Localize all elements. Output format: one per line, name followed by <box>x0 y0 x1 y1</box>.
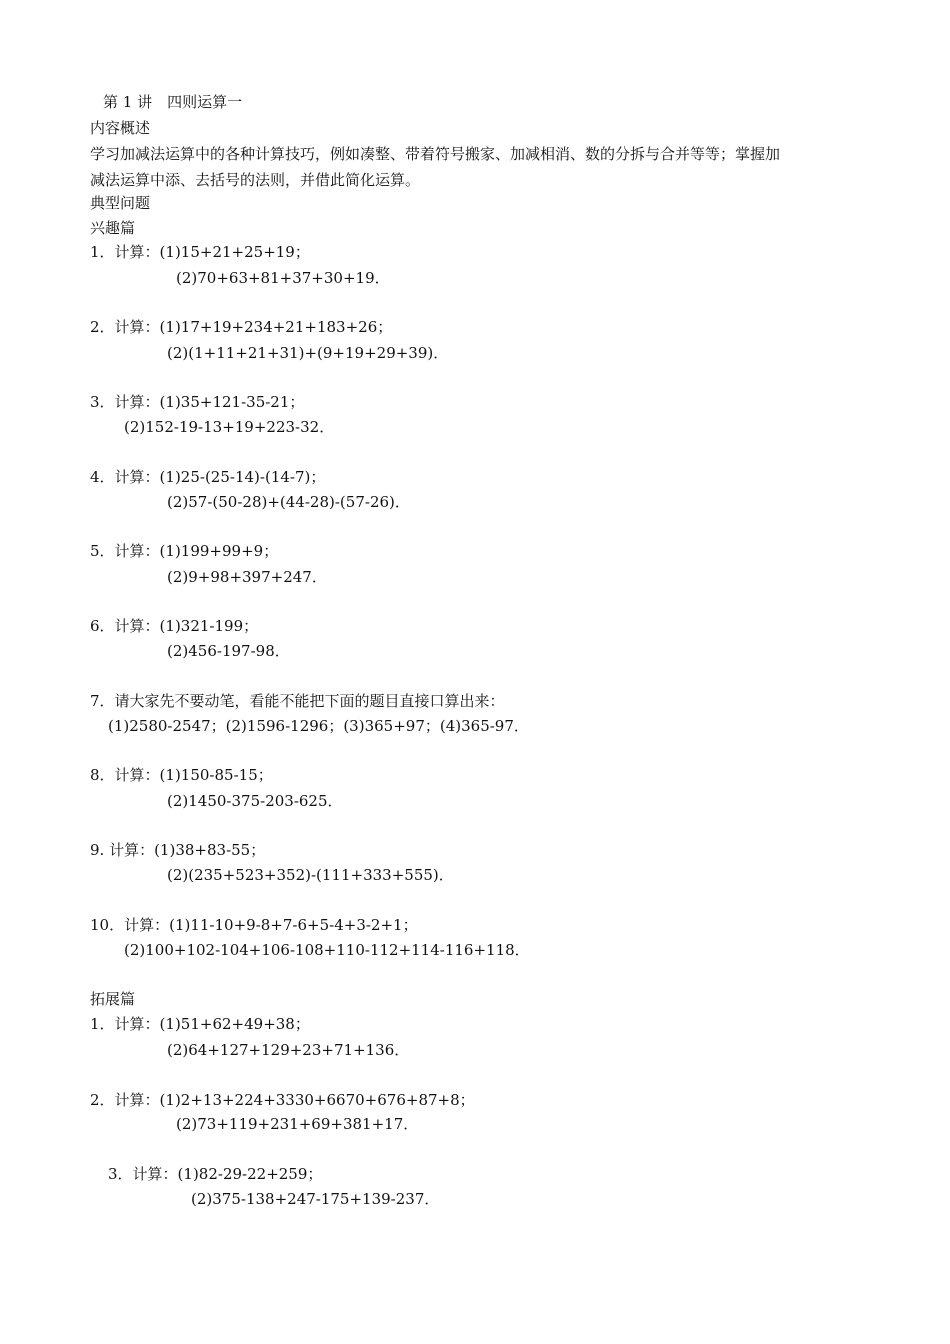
extension-section-heading: 拓展篇 <box>90 990 136 1008</box>
lecture-title: 第 1 讲 四则运算一 <box>103 93 243 111</box>
extension-problem-1-line-1: 1．计算：(1)51+62+49+38； <box>90 1015 310 1033</box>
extension-problem-2-line-1: 2．计算：(1)2+13+224+3330+6670+676+87+8； <box>90 1091 475 1109</box>
typical-problems-heading: 典型问题 <box>90 194 151 212</box>
interest-problem-7-line-1: 7．请大家先不要动笔，看能不能把下面的题目直接口算出来： <box>90 692 505 710</box>
interest-problem-3-line-1: 3．计算：(1)35+121-35-21； <box>90 393 305 411</box>
interest-problem-10-line-2: (2)100+102-104+106-108+110-112+114-116+118． <box>124 941 530 959</box>
interest-problem-8-line-1: 8．计算：(1)150-85-15； <box>90 766 273 784</box>
overview-heading: 内容概述 <box>90 119 151 137</box>
interest-problem-1-line-2: (2)70+63+81+37+30+19． <box>176 269 390 287</box>
interest-section-heading: 兴趣篇 <box>90 219 136 237</box>
interest-problem-9-line-1: 9. 计算：(1)38+83-55； <box>90 841 266 859</box>
interest-problem-4-line-2: (2)57-(50-28)+(44-28)-(57-26)． <box>167 493 410 511</box>
interest-problem-10-line-1: 10．计算：(1)11-10+9-8+7-6+5-4+3-2+1； <box>90 916 418 934</box>
interest-problem-2-line-1: 2．计算：(1)17+19+234+21+183+26； <box>90 318 393 336</box>
interest-problem-1-line-1: 1．计算：(1)15+21+25+19； <box>90 243 310 261</box>
extension-problem-3-line-2: (2)375-138+247-175+139-237． <box>191 1190 440 1208</box>
overview-text-line-2: 减法运算中添、去括号的法则，并借此简化运算。 <box>90 171 421 189</box>
overview-text-line-1: 学习加减法运算中的各种计算技巧，例如凑整、带着符号搬家、加减相消、数的分拆与合并等等；掌握加 <box>90 145 781 163</box>
interest-problem-4-line-1: 4．计算：(1)25-(25-14)-(14-7)； <box>90 468 326 486</box>
interest-problem-5-line-1: 5．计算：(1)199+99+9； <box>90 542 279 560</box>
interest-problem-6-line-1: 6．计算：(1)321-199； <box>90 617 259 635</box>
extension-problem-2-line-2: (2)73+119+231+69+381+17． <box>176 1115 419 1133</box>
interest-problem-9-line-2: (2)(235+523+352)-(111+333+555)． <box>167 866 454 884</box>
extension-problem-3-line-1: 3．计算：(1)82-29-22+259； <box>108 1165 323 1183</box>
interest-problem-7-line-2: (1)2580-2547；(2)1596-1296；(3)365+97；(4)365-97． <box>108 717 529 735</box>
interest-problem-3-line-2: (2)152-19-13+19+223-32． <box>124 418 335 436</box>
interest-problem-5-line-2: (2)9+98+397+247． <box>167 568 327 586</box>
extension-problem-1-line-2: (2)64+127+129+23+71+136． <box>167 1041 410 1059</box>
interest-problem-8-line-2: (2)1450-375-203-625． <box>167 792 343 810</box>
interest-problem-2-line-2: (2)(1+11+21+31)+(9+19+29+39)． <box>167 344 449 362</box>
interest-problem-6-line-2: (2)456-197-98． <box>167 642 290 660</box>
